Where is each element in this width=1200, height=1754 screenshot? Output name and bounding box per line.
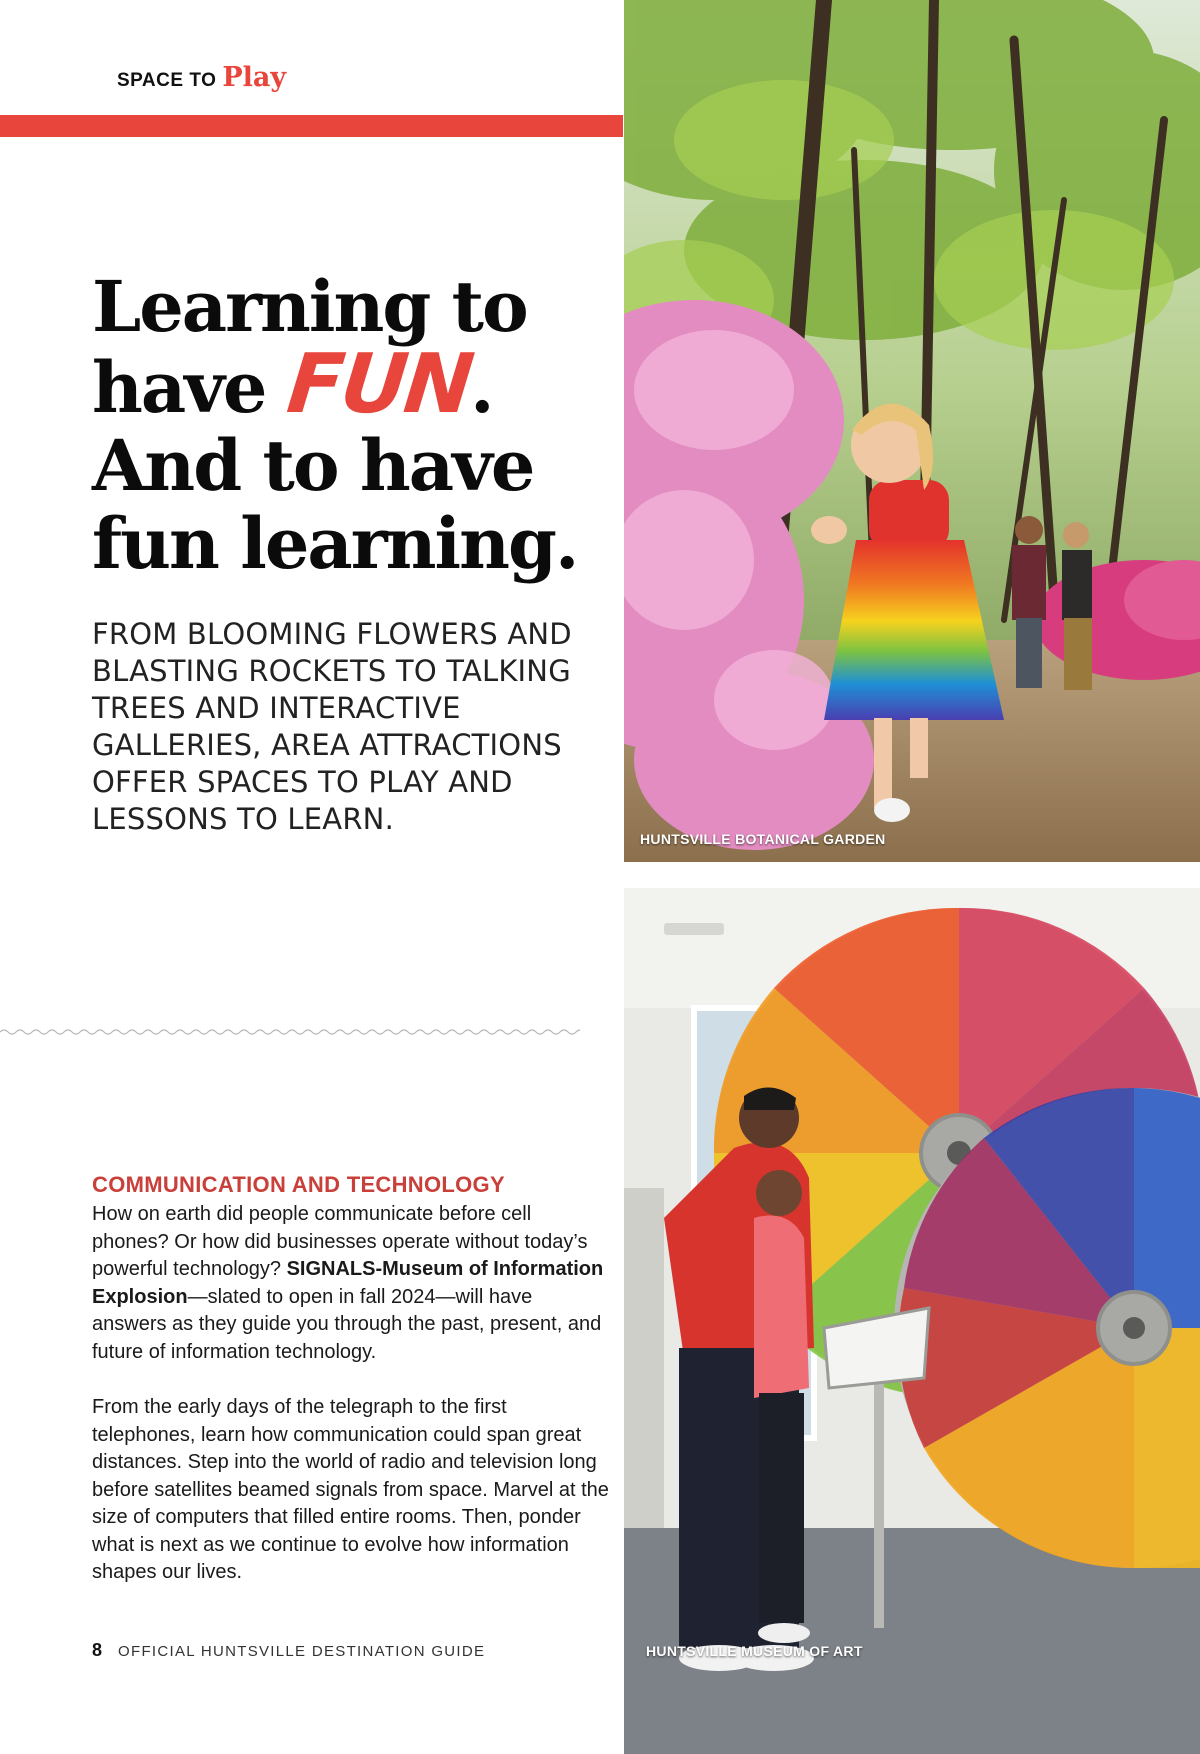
kicker-accent: Play <box>222 62 287 93</box>
headline-line-3: And to have <box>92 424 534 507</box>
headline-line-2-end: . <box>470 346 493 429</box>
bottom-photo-caption: HUNTSVILLE MUSEUM OF ART <box>646 1643 863 1659</box>
top-photo-caption: HUNTSVILLE BOTANICAL GARDEN <box>640 831 886 847</box>
kicker-prefix: SPACE TO <box>117 70 217 91</box>
lede-paragraph: FROM BLOOMING FLOWERS AND BLASTING ROCKETS TO TALKING TREES AND INTERACTIVE GALLERIES, AREA ATTRACTIONS OFFER SPACES TO PLAY AND LESSONS TO LEARN. <box>92 617 572 836</box>
page-footer <box>92 1640 485 1661</box>
headline-line-1: Learning to <box>92 265 527 348</box>
botanical-garden-photo <box>624 0 1200 862</box>
p1-text-start: How on earth did people communicate before cell phones? Or how did businesses operate without today’s powerful technology? <box>92 1203 588 1280</box>
museum-of-art-photo <box>624 888 1200 1754</box>
section-kicker <box>117 62 286 93</box>
publication-name: OFFICIAL HUNTSVILLE DESTINATION GUIDE <box>118 1643 486 1660</box>
page-headline <box>92 265 612 585</box>
headline-fun-accent: FUN <box>282 337 476 432</box>
p1-museum-name: SIGNALS-Museum of Information Explosion <box>92 1258 604 1308</box>
headline-line-4: fun learning. <box>92 502 578 585</box>
page-number: 8 <box>92 1640 103 1660</box>
body-paragraph-2: From the early days of the telegraph to the first telephones, learn how communication could span great distances. Step into the world of radio and television long before satellites beamed signals from space. Marvel at the size of computers that filled entire rooms. Then, ponder what is next as we continue to evolve how information shapes our lives. <box>92 1396 609 1583</box>
section-heading: COMMUNICATION AND TECHNOLOGY <box>92 1172 505 1197</box>
header-rule <box>0 115 623 137</box>
p1-text-end: —slated to open in fall 2024—will have answers as they guide you through the past, present, and future of information technology. <box>92 1285 602 1363</box>
headline-line-2-start: have <box>92 346 266 429</box>
headline-line-2 <box>92 337 612 432</box>
body-paragraph-1 <box>92 1201 612 1366</box>
wavy-divider <box>0 1027 580 1037</box>
